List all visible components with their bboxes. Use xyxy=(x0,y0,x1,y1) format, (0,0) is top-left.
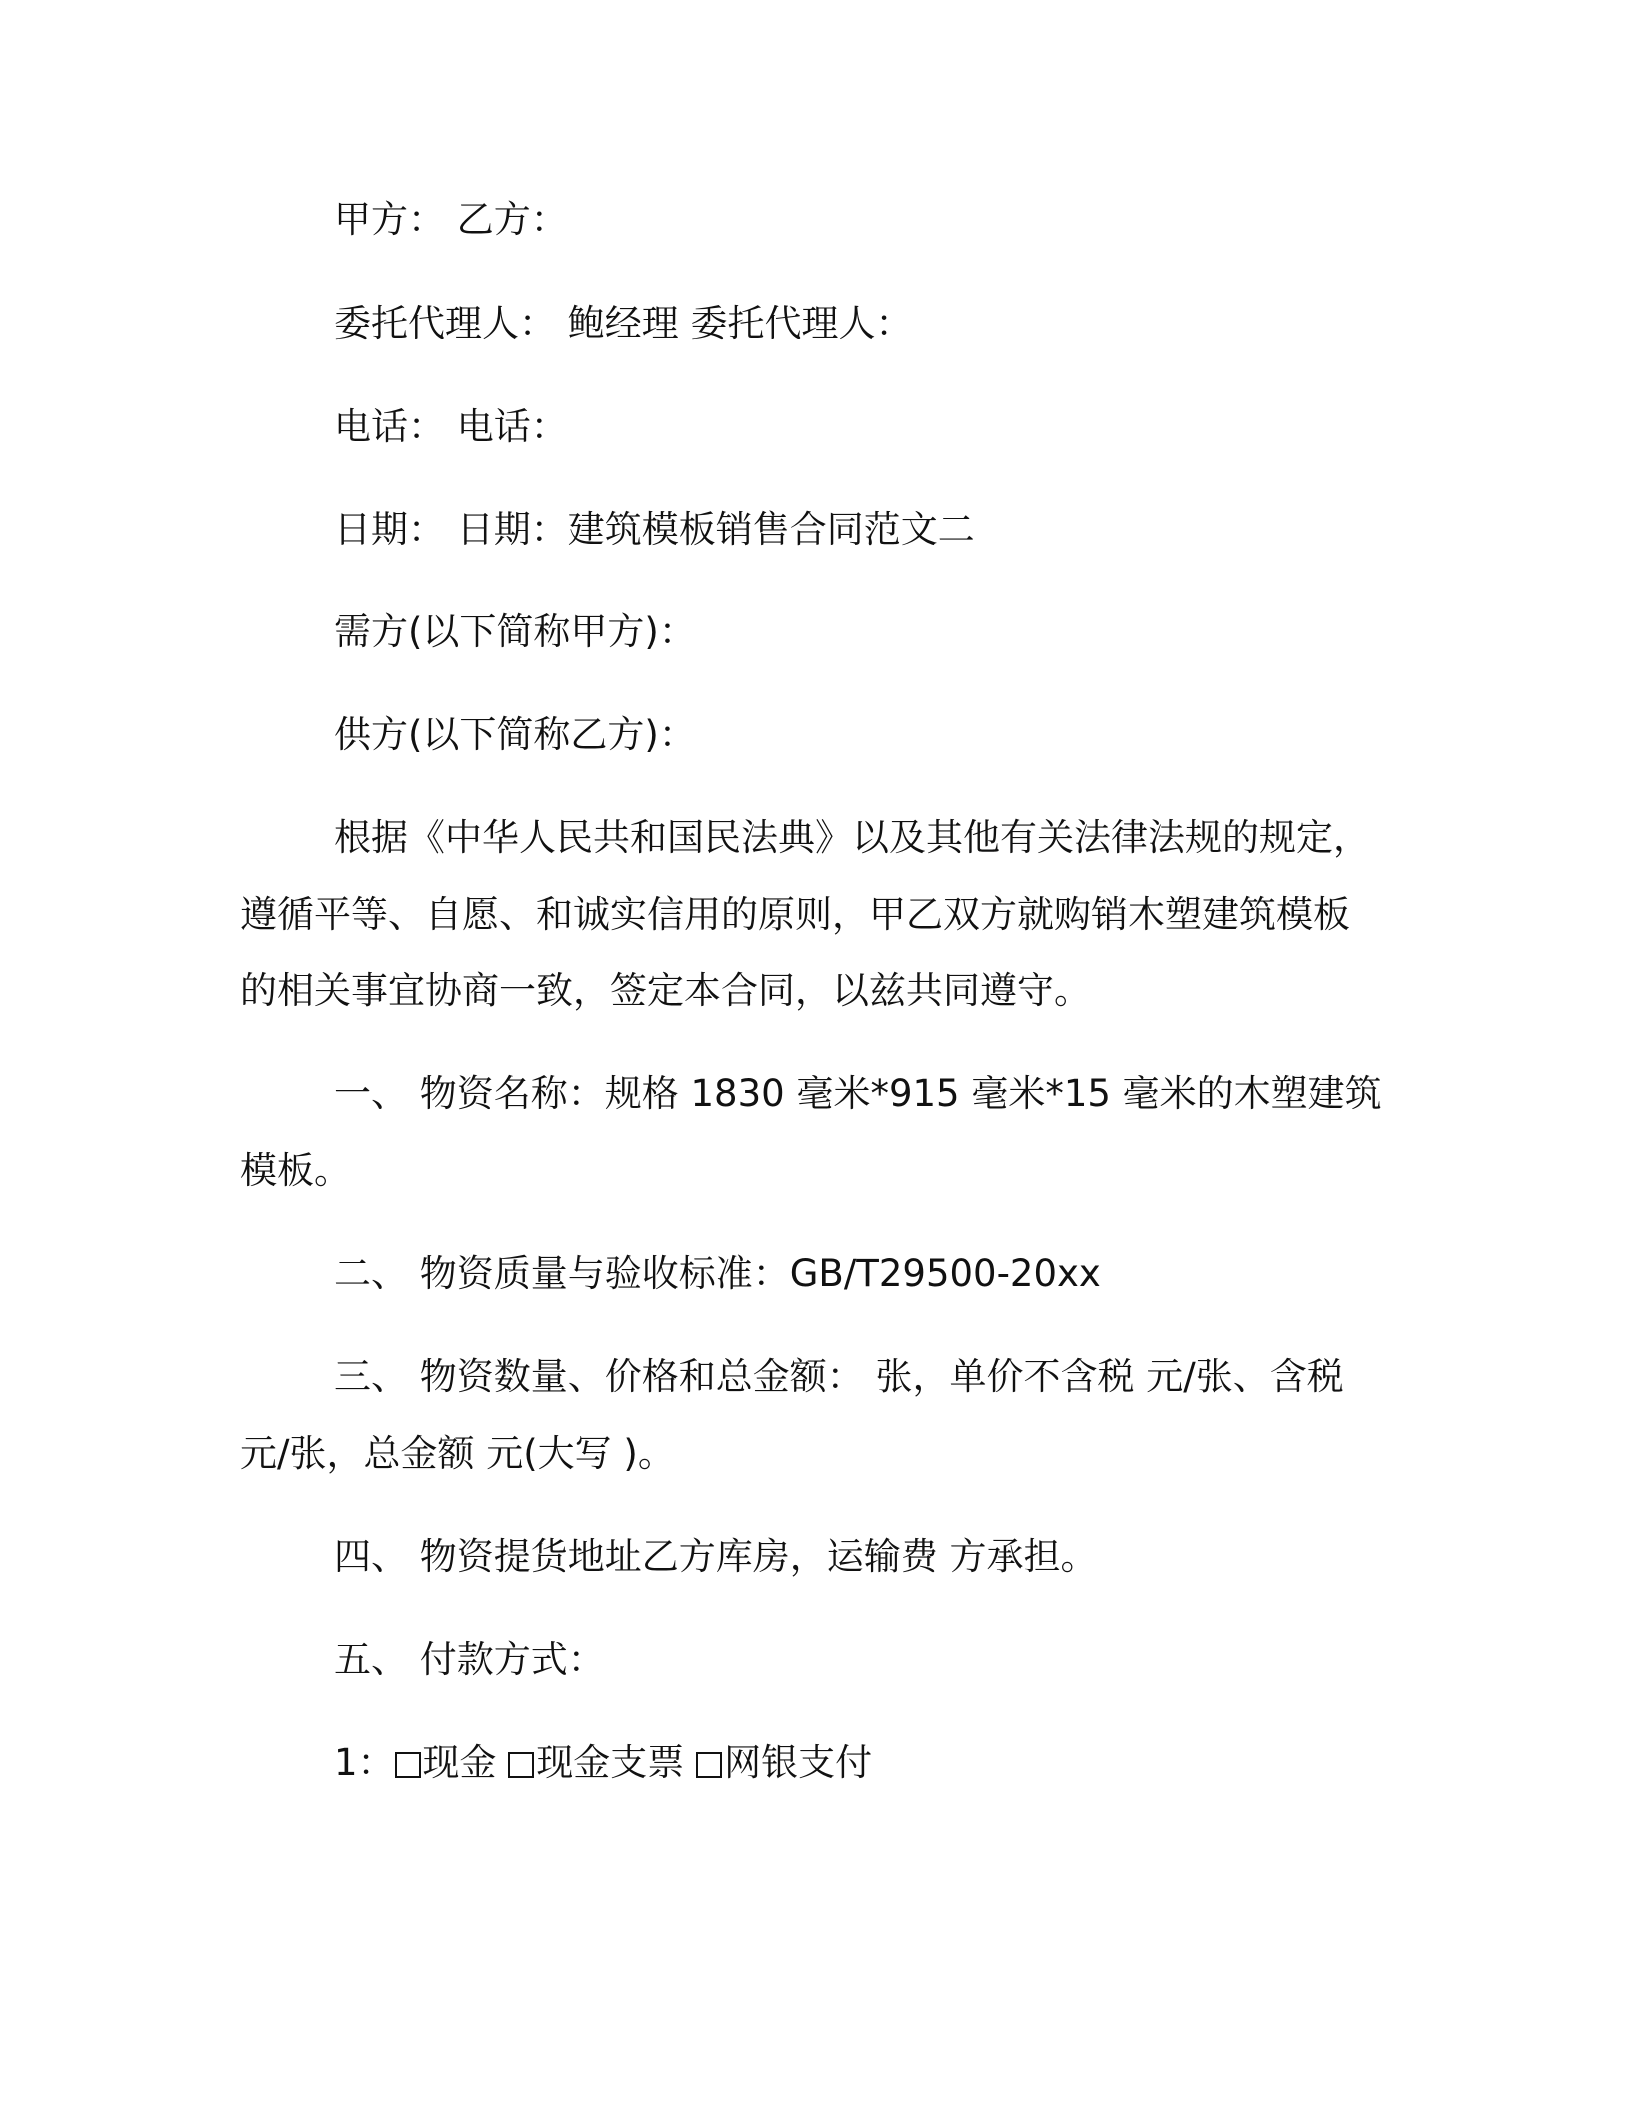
payment-options-line xyxy=(334,1737,872,1789)
checkbox-cash[interactable] xyxy=(395,1752,421,1778)
intro-line-2: 遵循平等、自愿、和诚实信用的原则，甲乙双方就购销木塑建筑模板 xyxy=(240,893,1350,936)
intro-line-3: 的相关事宜协商一致，签定本合同，以兹共同遵守。 xyxy=(240,969,1091,1012)
clause-1-line-1: 一、 物资名称：规格 1830 毫米*915 毫米*15 毫米的木塑建筑 xyxy=(334,1072,1382,1115)
phones-line: 电话： 电话： xyxy=(334,405,568,448)
clause-2-line: 二、 物资质量与验收标准：GB/T29500-20xx xyxy=(334,1252,1101,1295)
demander-line: 需方(以下简称甲方)： xyxy=(334,610,696,653)
clause-1-line-2: 模板。 xyxy=(240,1149,351,1192)
payment-option-cash: 现金 xyxy=(422,1741,497,1784)
checkbox-cash-check[interactable] xyxy=(508,1752,534,1778)
agents-line: 委托代理人： 鲍经理 委托代理人： xyxy=(334,302,913,345)
payment-option-cash-check: 现金支票 xyxy=(536,1741,685,1784)
intro-line-1: 根据《中华人民共和国民法典》以及其他有关法律法规的规定， xyxy=(334,816,1370,859)
supplier-line: 供方(以下简称乙方)： xyxy=(334,713,696,756)
clause-4-line: 四、 物资提货地址乙方库房，运输费 方承担。 xyxy=(334,1535,1098,1578)
payment-prefix: 1： xyxy=(334,1741,395,1784)
checkbox-online-banking[interactable] xyxy=(696,1752,722,1778)
party-a-b-line: 甲方： 乙方： xyxy=(334,198,568,241)
clause-3-line-2: 元/张，总金额 元(大写 )。 xyxy=(240,1432,675,1475)
clause-5-line: 五、 付款方式： xyxy=(334,1638,605,1681)
payment-option-online-banking: 网银支付 xyxy=(724,1741,873,1784)
dates-title-line: 日期： 日期：建筑模板销售合同范文二 xyxy=(334,508,975,551)
clause-3-line-1: 三、 物资数量、价格和总金额： 张，单价不含税 元/张、含税 xyxy=(334,1355,1344,1398)
